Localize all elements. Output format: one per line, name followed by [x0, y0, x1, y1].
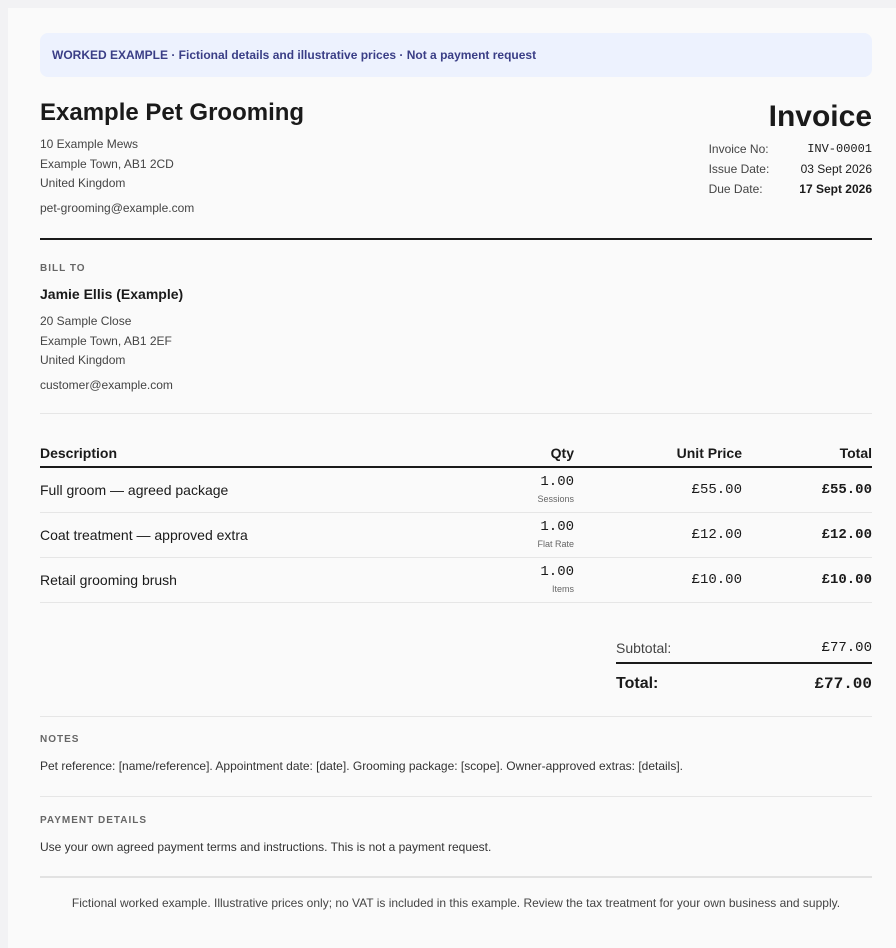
payment-details-section: [40, 796, 872, 876]
item-qty-cell: [452, 467, 574, 512]
line-items-table: [40, 434, 872, 603]
table-row: [40, 467, 872, 512]
footer-text: Fictional worked example. Illustrative prices only; no VAT is included in this example. Review the tax treatment for your own business and supply.: [71, 895, 841, 910]
item-unit: Flat Rate: [537, 539, 574, 549]
qty-header: Qty: [452, 434, 574, 467]
due-date-label: Due Date:: [708, 182, 763, 196]
business-address-line: 10 Example Mews: [40, 137, 139, 151]
bill-to-section: [40, 240, 872, 414]
customer-email: customer@example.com: [40, 377, 173, 392]
footer-disclaimer: [40, 876, 872, 910]
notes-label: NOTES: [40, 733, 80, 745]
item-unit: Sessions: [537, 494, 574, 505]
customer-address-line: Example Town, AB1 2EF: [40, 333, 172, 348]
invoice-meta: [709, 99, 872, 238]
invoice-number-label: Invoice No:: [708, 142, 769, 156]
total-row: [616, 664, 872, 700]
item-total: £55.00: [742, 467, 872, 512]
item-qty: 1.00: [540, 474, 574, 491]
total-header: Total: [742, 434, 872, 467]
issue-date-label: Issue Date:: [708, 162, 770, 176]
subtotal-label: Subtotal:: [616, 639, 672, 656]
customer-name: Jamie Ellis (Example): [40, 286, 184, 302]
item-qty-cell: [452, 557, 574, 602]
banner-text: WORKED EXAMPLE · Fictional details and illustrative prices · Not a payment request: [52, 48, 537, 62]
item-total: £12.00: [742, 512, 872, 557]
item-unit-price: £12.00: [574, 512, 742, 557]
due-date-value: 17 Sept 2026: [799, 182, 872, 196]
item-unit-price: £10.00: [574, 557, 742, 602]
item-unit-price: £55.00: [574, 467, 742, 512]
notes-section: [40, 716, 872, 796]
item-qty: 1.00: [540, 519, 574, 535]
item-description: Coat treatment — approved extra: [40, 512, 452, 557]
notes-text: Pet reference: [name/reference]. Appointment date: [date]. Grooming package: [scope]. Owner-approved extras: [details].: [40, 758, 684, 773]
issue-date-value: 03 Sept 2026: [800, 162, 872, 176]
unit-price-header: Unit Price: [574, 434, 742, 467]
business-address-line: Example Town, AB1 2CD: [40, 156, 174, 171]
table-row: [40, 512, 872, 557]
total-value: £77.00: [814, 674, 872, 693]
business-email: pet-grooming@example.com: [40, 200, 195, 215]
payment-details-label: PAYMENT DETAILS: [40, 814, 148, 826]
invoice-header: [40, 99, 872, 240]
invoice-page: [8, 8, 896, 948]
customer-address-line: United Kingdom: [40, 353, 126, 367]
item-qty: 1.00: [540, 564, 574, 580]
invoice-title: Invoice: [768, 100, 872, 133]
item-description: Retail grooming brush: [40, 557, 452, 602]
business-info: [40, 99, 304, 238]
business-name: Example Pet Grooming: [40, 99, 305, 126]
total-label: Total:: [616, 674, 659, 692]
invoice-number-value: INV-00001: [807, 142, 872, 156]
item-description: Full groom — agreed package: [40, 467, 452, 512]
table-row: [40, 557, 872, 602]
issue-date-row: [709, 159, 872, 179]
customer-address-line: 20 Sample Close: [40, 314, 132, 328]
description-header: Description: [40, 434, 452, 467]
table-header-row: [40, 434, 872, 467]
business-address-line: United Kingdom: [40, 176, 126, 190]
worked-example-banner: [40, 33, 872, 77]
invoice-number-row: [709, 139, 872, 159]
subtotal-row: [616, 636, 872, 664]
totals-block: [616, 636, 872, 700]
subtotal-value: £77.00: [821, 639, 872, 656]
bill-to-label: BILL TO: [40, 263, 86, 274]
invoice-meta-table: [709, 139, 872, 199]
due-date-row: [709, 179, 872, 199]
item-total: £10.00: [742, 557, 872, 602]
item-qty-cell: [452, 512, 574, 557]
item-unit: Items: [551, 584, 574, 594]
payment-details-text: Use your own agreed payment terms and instructions. This is not a payment request.: [40, 839, 492, 854]
